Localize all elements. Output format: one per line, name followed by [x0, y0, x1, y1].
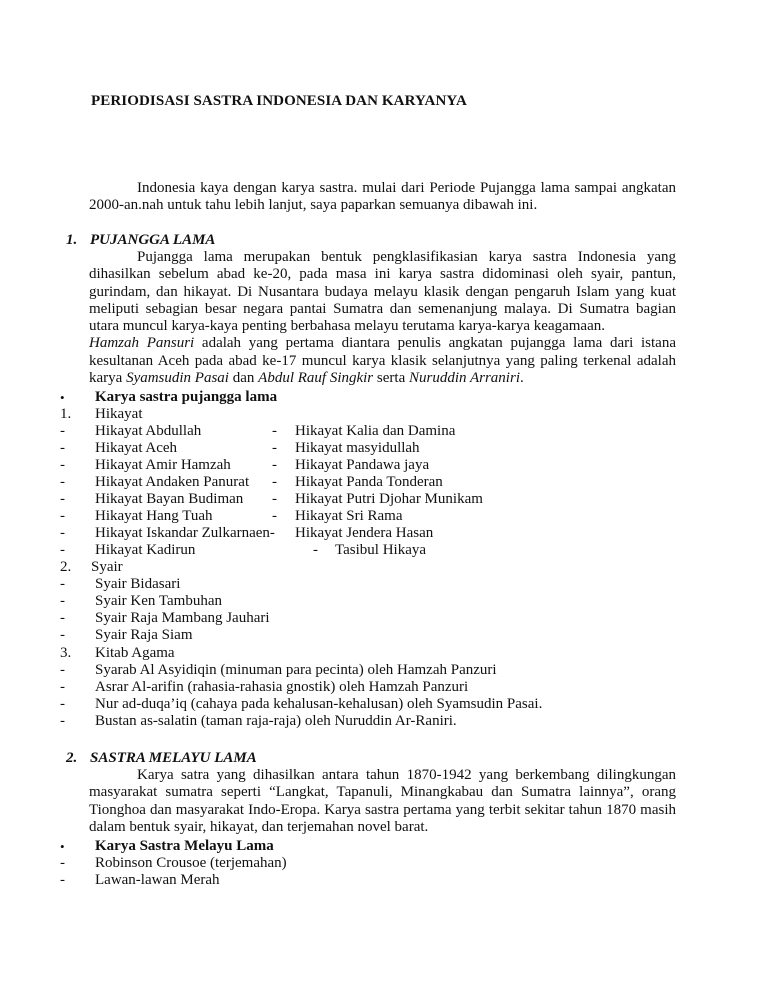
item-text: Syair Raja Mambang Jauhari [95, 610, 270, 626]
dash: - [60, 440, 65, 456]
intro-paragraph [89, 180, 676, 215]
bullet-icon: • [60, 839, 65, 854]
item-left: Hikayat Iskandar Zulkarnaen- [95, 525, 275, 541]
dash: - [313, 542, 318, 558]
section-1-text-2: adalah yang pertama diantara penulis angkatan pujangga lama dari istana kesultanan Aceh pada abad ke-17 muncul karya klasik selanjutnya yang paling terkenal adalah karya [89, 335, 676, 387]
item-left: Hikayat Andaken Panurat [95, 474, 250, 490]
section-1-text: Pujangga lama merupakan bentuk pengklasifikasian karya sastra Indonesia yang dihasilkan sebelum abad ke-20, pada masa ini karya sastra didominasi oleh syair, pantun, gurindam, dan hikayat. Di Nusantara budaya melayu klasik dengan pengaruh Islam yang kuat meliputi sebagian besar negara pantai Sumatra dan semenanjung malaya. Di Sumatra bagian utara muncul karya-kaya penting berbahasa melayu terutama karya-karya keagamaan. [89, 249, 676, 335]
item-text: Asrar Al-arifin (rahasia-rahasia gnostik) oleh Hamzah Panzuri [95, 679, 469, 695]
item-right: Tasibul Hikaya [335, 542, 427, 558]
dash: - [60, 576, 65, 592]
item-left: Hikayat Kadirun [95, 542, 196, 558]
category-number: 3. [60, 645, 72, 661]
dash: - [60, 855, 65, 871]
dash: - [272, 423, 277, 439]
dash: - [60, 696, 65, 712]
dash: - [60, 713, 65, 729]
section-2-heading [66, 750, 257, 767]
item-right: Hikayat Putri Djohar Munikam [295, 491, 483, 507]
conjunction: dan [228, 370, 259, 387]
dash: - [60, 508, 65, 524]
list-title: Karya Sastra Melayu Lama [95, 838, 274, 854]
section-1-paragraph [89, 249, 676, 387]
dash: - [60, 474, 65, 490]
category-label: Syair [91, 559, 123, 575]
category-label: Hikayat [95, 406, 143, 422]
bullet-icon: • [60, 390, 65, 405]
dash: - [60, 457, 65, 473]
item-text: Syarab Al Asyidiqin (minuman para pecinta) oleh Hamzah Panzuri [95, 662, 497, 678]
author-nuruddin: Nuruddin Arraniri [408, 370, 520, 387]
section-1-heading [66, 232, 215, 249]
item-right: Hikayat masyidullah [295, 440, 420, 456]
dash: - [272, 440, 277, 456]
item-left: Hikayat Abdullah [95, 423, 202, 439]
dash: - [60, 627, 65, 643]
section-1-title: PUJANGGA LAMA [90, 232, 216, 248]
item-text: Nur ad-duqa’iq (cahaya pada kehalusan-kehalusan) oleh Syamsudin Pasai. [95, 696, 543, 712]
dash: - [60, 610, 65, 626]
section-2-title: SASTRA MELAYU LAMA [90, 750, 257, 766]
item-right: Hikayat Kalia dan Damina [295, 423, 456, 439]
item-right: Hikayat Jendera Hasan [295, 525, 434, 541]
dash: - [60, 542, 65, 558]
item-left: Hikayat Aceh [95, 440, 178, 456]
dash: - [60, 491, 65, 507]
author-hamzah: Hamzah Pansuri [89, 335, 195, 352]
section-2-number: 2. [66, 750, 78, 766]
item-text: Syair Raja Siam [95, 627, 193, 643]
dash: - [60, 423, 65, 439]
item-left: Hikayat Bayan Budiman [95, 491, 244, 507]
item-right: Hikayat Pandawa jaya [295, 457, 430, 473]
dash: - [60, 662, 65, 678]
dash: - [272, 457, 277, 473]
item-left: Hikayat Amir Hamzah [95, 457, 231, 473]
dash: - [272, 491, 277, 507]
item-left: Hikayat Hang Tuah [95, 508, 213, 524]
category-number: 2. [60, 559, 72, 575]
dash: - [272, 508, 277, 524]
dash: - [60, 593, 65, 609]
dash: - [60, 679, 65, 695]
document-title: PERIODISASI SASTRA INDONESIA DAN KARYANYA [91, 93, 467, 109]
item-right: Hikayat Sri Rama [295, 508, 403, 524]
period: . [519, 370, 524, 387]
intro-text: Indonesia kaya dengan karya sastra. mulai dari Periode Pujangga lama sampai angkatan 2000-an.nah untuk tahu lebih lanjut, saya paparkan semuanya dibawah ini. [89, 180, 676, 214]
dash: - [272, 474, 277, 490]
item-text: Robinson Crousoe (terjemahan) [95, 855, 287, 871]
section-1-number: 1. [66, 232, 78, 248]
author-syamsudin: Syamsudin Pasai [126, 370, 229, 387]
item-text: Bustan as-salatin (taman raja-raja) oleh Nuruddin Ar-Raniri. [95, 713, 457, 729]
category-label: Kitab Agama [95, 645, 175, 661]
category-number: 1. [60, 406, 72, 422]
list-title: Karya sastra pujangga lama [95, 389, 278, 405]
dash: - [60, 525, 65, 541]
section-2-paragraph [89, 767, 676, 836]
conjunction: serta [373, 370, 409, 387]
section-2-text: Karya satra yang dihasilkan antara tahun 1870-1942 yang berkembang dilingkungan masyarakat sumatra seperti “Langkat, Tapanuli, Minangkabau dan Sumatra lainnya”, orang Tionghoa dan masyarakat Indo-Eropa. Karya sastra pertama yang terbit sekitar tahun 1870 masih dalam bentuk syair, hikayat, dan terjemahan novel barat. [89, 767, 676, 835]
dash: - [60, 872, 65, 888]
item-text: Syair Ken Tambuhan [95, 593, 222, 609]
author-abdul-rauf: Abdul Rauf Singkir [258, 370, 374, 387]
item-text: Lawan-lawan Merah [95, 872, 220, 888]
item-right: Hikayat Panda Tonderan [295, 474, 443, 490]
item-text: Syair Bidasari [95, 576, 181, 592]
